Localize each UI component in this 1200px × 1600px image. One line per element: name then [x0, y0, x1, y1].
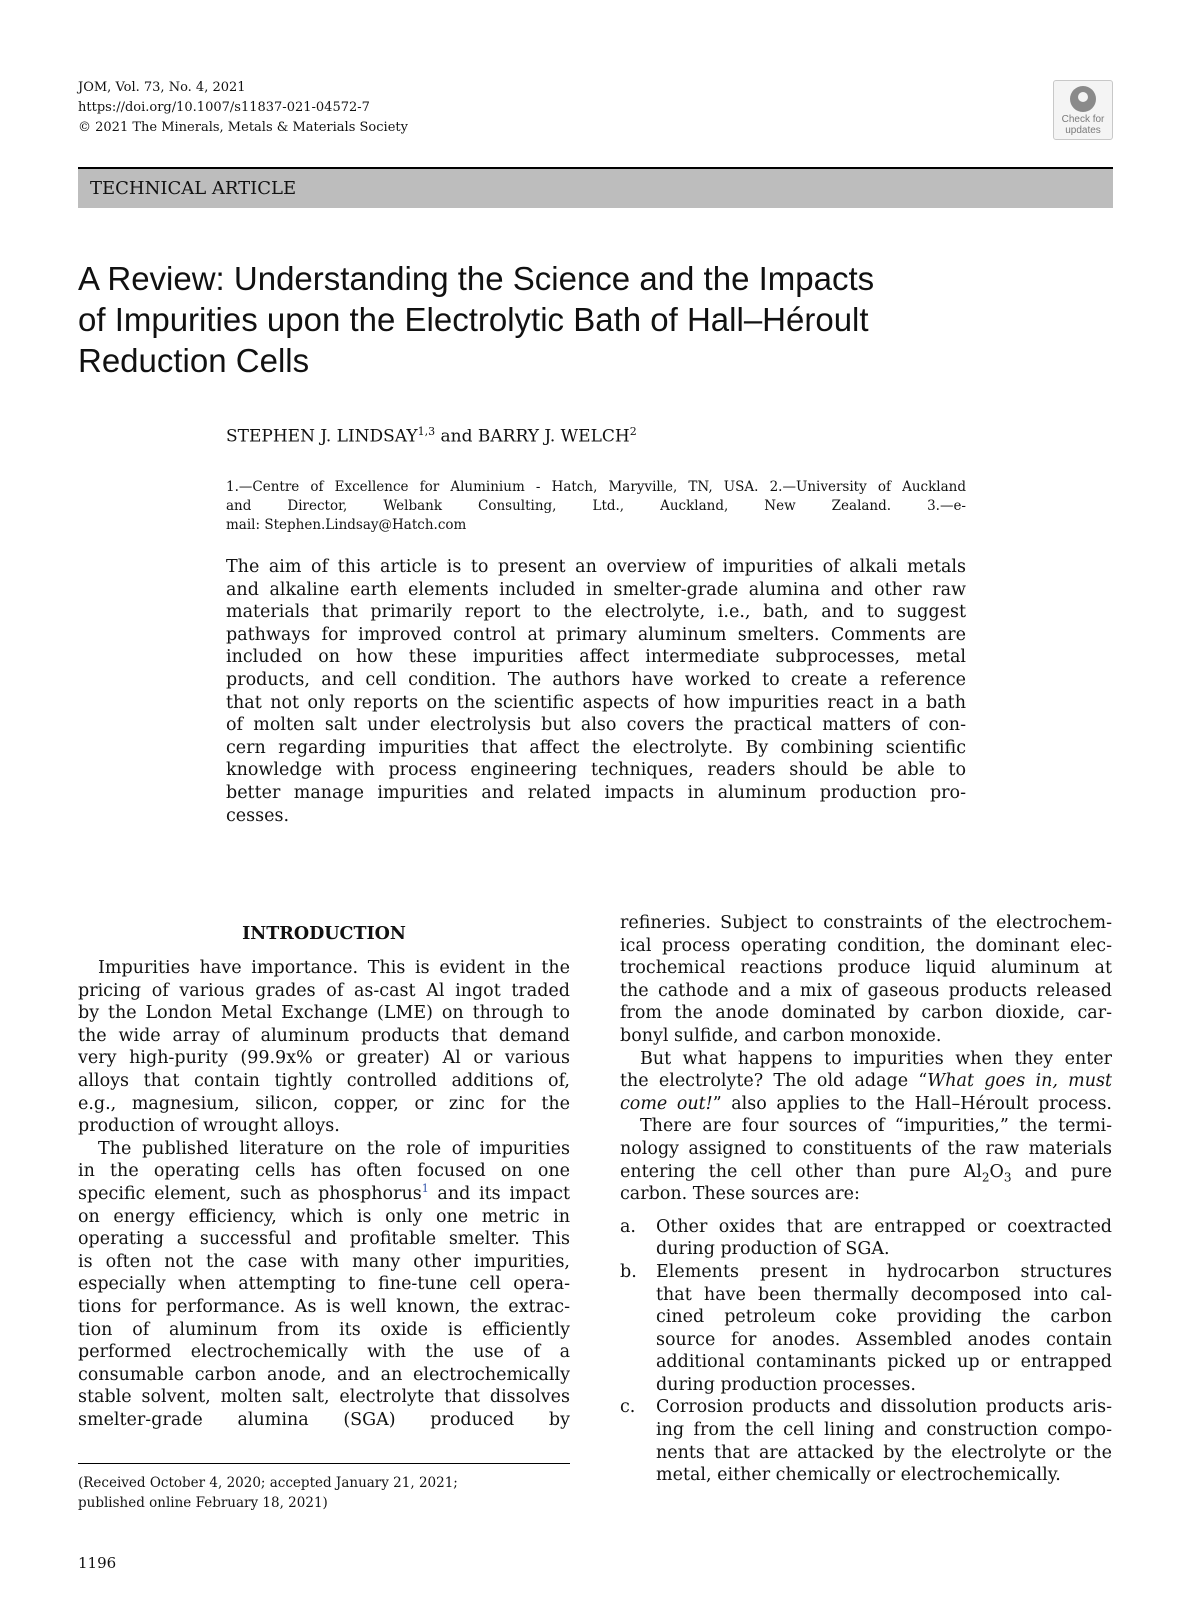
page-number: 1196 [78, 1554, 117, 1572]
body-line: The published literature on the role of impurities [98, 1138, 570, 1159]
body-line: There are four sources of “impurities,” the termi- [640, 1116, 1112, 1137]
body-line [620, 1161, 1112, 1184]
body-line: e.g., magnesium, silicon, copper, or zinc for the [78, 1093, 570, 1114]
body-line: is often not the case with many other impurities, [78, 1251, 570, 1272]
affiliation-line: and Director, Welbank Consulting, Ltd., Auckland, New Zealand. 3.—e- [226, 498, 966, 514]
abstract-line: that not only reports on the scientific aspects of how impurities react in a bath [226, 692, 966, 713]
body-text: and its impact [428, 1183, 570, 1204]
received-dates [78, 1473, 570, 1513]
subscript: 3 [1003, 1170, 1012, 1184]
copyright: © 2021 The Minerals, Metals & Materials Society [78, 120, 408, 135]
list-line: ing from the cell lining and construction compo- [656, 1420, 1112, 1441]
list-line: source for anodes. Assembled anodes contain [656, 1329, 1112, 1350]
article-type: TECHNICAL ARTICLE [90, 178, 297, 199]
list-line: Other oxides that are entrapped or coextracted [656, 1216, 1112, 1237]
right-column [620, 912, 1112, 1487]
body-line: bonyl sulfide, and carbon monoxide. [620, 1025, 942, 1046]
body-line: the wide array of aluminum products that demand [78, 1025, 570, 1046]
list-line: during production processes. [656, 1374, 916, 1395]
article-title [78, 258, 1078, 381]
body-line: production of wrought alloys. [78, 1116, 340, 1137]
body-line: performed electrochemically with the use of a [78, 1342, 570, 1363]
affiliation-line: 1.—Centre of Excellence for Aluminium - Hatch, Maryville, TN, USA. 2.—University of Auckland [226, 479, 966, 495]
body-line: in the operating cells has often focused on one [78, 1161, 570, 1182]
body-line: very high-purity (99.9x% or greater) Al or various [78, 1048, 570, 1069]
list-line: cined petroleum coke providing the carbon [656, 1307, 1112, 1328]
body-text: the electrolyte? The old adage “ [620, 1071, 928, 1092]
body-line: by the London Metal Exchange (LME) on through to [78, 1003, 570, 1024]
introduction-body [78, 957, 570, 1431]
received-line: (Received October 4, 2020; accepted January 21, 2021; [78, 1475, 458, 1491]
body-line: tions for performance. As is well known, the extrac- [78, 1296, 570, 1317]
reference-link[interactable]: 1 [421, 1182, 429, 1196]
list-item [620, 1396, 1112, 1486]
body-text: specific element, such as phosphorus [78, 1183, 422, 1204]
abstract-line: cern regarding impurities that affect the electrolyte. By combining scientific [226, 737, 966, 758]
check-for-updates-badge[interactable] [1053, 80, 1113, 140]
abstract-line: knowledge with process engineering techniques, readers should be able to [226, 760, 966, 781]
emphasis-text: come out! [620, 1093, 713, 1114]
list-line: nents that are attacked by the electrolyte or the [656, 1442, 1112, 1463]
list-line: during production of SGA. [656, 1239, 890, 1260]
body-line: refineries. Subject to constraints of the electrochem- [620, 913, 1112, 933]
abstract-line: better manage impurities and related impacts in aluminum production pro- [226, 782, 966, 803]
footnote-rule [78, 1463, 570, 1464]
body-line: nology assigned to constituents of the raw materials [620, 1138, 1112, 1159]
body-line [620, 1093, 1112, 1116]
body-line: pricing of various grades of as-cast Al ingot traded [78, 980, 570, 1001]
author-affiliation-sup: 1,3 [417, 425, 436, 438]
list-item [620, 1261, 1112, 1397]
abstract-line: included on how these impurities affect intermediate subprocesses, metal [226, 647, 966, 668]
body-line: ical process operating condition, the dominant elec- [620, 935, 1112, 956]
body-line: especially when attempting to fine-tune cell opera- [78, 1274, 570, 1295]
journal-citation: JOM, Vol. 73, No. 4, 2021 [78, 80, 246, 95]
body-line: alloys that contain tightly controlled additions of, [78, 1070, 570, 1091]
journal-info [78, 78, 408, 138]
author-name: BARRY J. WELCH [477, 426, 630, 447]
abstract-line: of molten salt under electrolysis but also covers the practical matters of con- [226, 715, 966, 736]
body-line: Impurities have importance. This is evident in the [98, 958, 570, 978]
list-label: c. [620, 1397, 636, 1418]
section-heading-introduction: INTRODUCTION [242, 924, 406, 944]
body-line: tion of aluminum from its oxide is efficiently [78, 1319, 570, 1340]
title-line: of Impurities upon the Electrolytic Bath of Hall–Héroult [78, 301, 869, 338]
emphasis-text: What goes in, must [927, 1071, 1112, 1092]
received-line: published online February 18, 2021) [78, 1495, 328, 1511]
abstract-line: pathways for improved control at primary aluminum smelters. Comments are [226, 624, 966, 645]
abstract-line: and alkaline earth elements included in smelter-grade alumina and other raw [226, 579, 966, 600]
list-line: additional contaminants picked up or entrapped [656, 1352, 1112, 1373]
abstract-line: cesses. [226, 805, 290, 826]
list-line: Corrosion products and dissolution products aris- [656, 1397, 1112, 1418]
body-line: from the anode dominated by carbon dioxide, car- [620, 1003, 1112, 1024]
author-affiliation-sup: 2 [629, 425, 637, 438]
body-line: consumable carbon anode, and an electrochemically [78, 1364, 570, 1385]
author-joiner: and [435, 426, 478, 447]
badge-line-1: Check for [1061, 114, 1105, 125]
list-label: a. [620, 1216, 636, 1237]
body-text: and pure [1011, 1161, 1112, 1182]
body-line: But what happens to impurities when they enter [640, 1048, 1112, 1069]
body-line [620, 1070, 1112, 1093]
body-text: entering the cell other than pure Al [620, 1161, 982, 1182]
body-line: trochemical reactions produce liquid aluminum at [620, 958, 1112, 979]
abstract-line: products, and cell condition. The authors have worked to create a reference [226, 669, 966, 690]
author-name: STEPHEN J. LINDSAY [226, 426, 418, 447]
subscript: 2 [981, 1170, 990, 1184]
doi-link[interactable]: https://doi.org/10.1007/s11837-021-04572-7 [78, 100, 370, 115]
body-line [78, 1183, 570, 1206]
body-line: carbon. These sources are: [620, 1184, 860, 1205]
list-label: b. [620, 1261, 637, 1282]
body-line: on energy efficiency, which is only one metric in [78, 1206, 570, 1227]
body-line: smelter-grade alumina (SGA) produced by [78, 1409, 570, 1430]
title-line: A Review: Understanding the Science and the Impacts [78, 260, 875, 297]
list-spacer [620, 1206, 1112, 1216]
abstract [226, 556, 966, 827]
article-type-bar [78, 169, 1113, 208]
badge-line-2: updates [1065, 125, 1101, 136]
crossmark-icon [1070, 86, 1096, 112]
author-list [226, 425, 637, 447]
body-line: operating a successful and profitable smelter. This [78, 1229, 570, 1250]
title-line: Reduction Cells [78, 342, 310, 379]
list-line: that have been thermally decomposed into cal- [656, 1284, 1112, 1305]
body-text: ” also applies to the Hall–Héroult process. [712, 1093, 1112, 1114]
list-line: Elements present in hydrocarbon structures [656, 1261, 1112, 1282]
abstract-line: materials that primarily report to the electrolyte, i.e., bath, and to suggest [226, 602, 966, 623]
body-line: stable solvent, molten salt, electrolyte that dissolves [78, 1387, 570, 1408]
body-text: O [989, 1161, 1004, 1182]
abstract-line: The aim of this article is to present an overview of impurities of alkali metals [226, 557, 966, 577]
body-line: the cathode and a mix of gaseous products released [620, 980, 1112, 1001]
affiliation-line: mail: Stephen.Lindsay@Hatch.com [226, 517, 467, 533]
list-item [620, 1216, 1112, 1261]
list-line: metal, either chemically or electrochemically. [656, 1465, 1061, 1486]
affiliations [226, 478, 966, 535]
